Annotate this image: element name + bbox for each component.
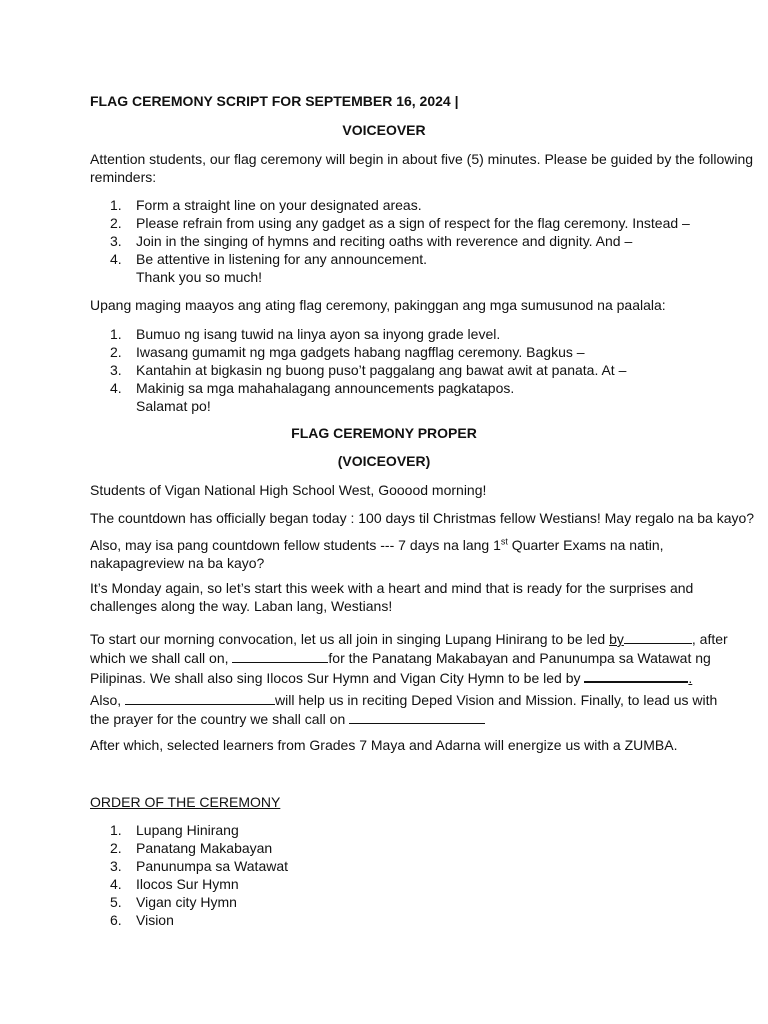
- order-heading: ORDER OF THE CEREMONY: [90, 794, 281, 810]
- list-item: 3. Panunumpa sa Watawat: [110, 858, 289, 874]
- proper-heading: FLAG CEREMONY PROPER: [291, 425, 477, 441]
- blank-line: [125, 690, 275, 705]
- list-item: 6. Vision: [110, 912, 174, 928]
- list-item: 1. Form a straight line on your designated areas.: [110, 197, 422, 213]
- intro-paragraph-en: [90, 150, 754, 186]
- zumba-paragraph: After which, selected learners from Grades 7 Maya and Adarna will energize us with a ZUMBA.: [90, 737, 678, 753]
- list-item: 3. Kantahin at bigkasin ng buong puso’t paggalang ang bawat awit at panata. At –: [110, 362, 627, 378]
- intro-line-1: Attention students, our flag ceremony will begin in about five (5) minutes. Please be guided by the following: [90, 151, 754, 167]
- list-item: 4. Ilocos Sur Hymn: [110, 876, 239, 892]
- thanks-en: Thank you so much!: [136, 269, 263, 285]
- intro-paragraph-fil: Upang maging maayos ang ating flag ceremony, pakinggan ang mga sumusunod na paalala:: [90, 297, 666, 313]
- list-item: 2. Please refrain from using any gadget as a sign of respect for the flag ceremony. Instead –: [110, 215, 690, 231]
- document-title: FLAG CEREMONY SCRIPT FOR SEPTEMBER 16, 2024 |: [90, 93, 459, 109]
- blank-line: [624, 629, 692, 644]
- voiceover-heading: VOICEOVER: [342, 122, 426, 138]
- vision-paragraph: Also, will help us in reciting Deped Vision and Mission. Finally, to lead us with the prayer for the country we shall call on: [90, 692, 718, 727]
- list-item: 2. Panatang Makabayan: [110, 840, 273, 856]
- countdown-paragraph: The countdown has officially began today : 100 days til Christmas fellow Westians! May regalo na ba kayo?: [90, 510, 755, 526]
- intro-line-2: reminders:: [90, 169, 157, 185]
- blank-line: [349, 709, 485, 724]
- list-item: 2. Iwasang gumamit ng mga gadgets habang nagfflag ceremony. Bagkus –: [110, 344, 585, 360]
- voiceover-heading-2: (VOICEOVER): [337, 453, 431, 469]
- blank-line: [232, 648, 328, 663]
- exams-paragraph: Also, may isa pang countdown fellow students --- 7 days na lang 1st Quarter Exams na natin, nakapagreview na ba kayo?: [90, 536, 664, 571]
- greeting-paragraph: Students of Vigan National High School West, Gooood morning!: [90, 482, 487, 498]
- convocation-paragraph: To start our morning convocation, let us all join in singing Lupang Hinirang to be led by , after which we shall call on, for the Panatang Makabayan and Panunumpa sa Watawat ng Pilipinas. We shall also sing Ilocos Sur Hymn and Vigan City Hymn to be led by .: [90, 631, 728, 686]
- list-item: 1. Bumuo ng isang tuwid na linya ayon sa inyong grade level.: [110, 326, 501, 342]
- list-item: 4. Makinig sa mga mahahalagang announcements pagkatapos.: [110, 380, 515, 396]
- list-item: 4. Be attentive in listening for any announcement.: [110, 251, 428, 267]
- list-item: 3. Join in the singing of hymns and reciting oaths with reverence and dignity. And –: [110, 233, 633, 249]
- thanks-fil: Salamat po!: [136, 398, 211, 414]
- monday-paragraph: It’s Monday again, so let’s start this week with a heart and mind that is ready for the surprises and challenges along the way. Laban lang, Westians!: [90, 580, 694, 614]
- list-item: 5. Vigan city Hymn: [110, 894, 237, 910]
- list-item: 1. Lupang Hinirang: [110, 822, 239, 838]
- blank-line: [584, 667, 688, 683]
